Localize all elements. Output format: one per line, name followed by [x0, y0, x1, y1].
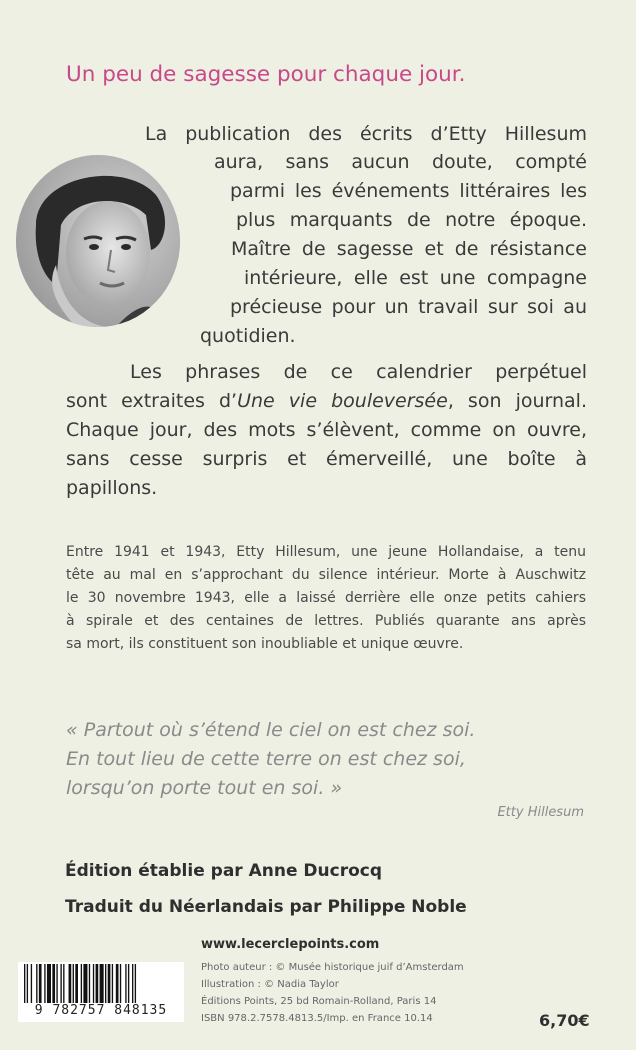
calendar-line: sans cesse surpris et émerveillé, une boîte à: [66, 448, 587, 470]
intro-line: aura, sans aucun doute, compté: [214, 151, 587, 173]
publisher-address: Éditions Points, 25 bd Romain-Rolland, Paris 14: [201, 996, 437, 1007]
quote-line: « Partout où s’étend le ciel on est chez soi.: [66, 719, 476, 741]
intro-line: plus marquants de notre époque.: [236, 209, 587, 231]
illustration-credit: Illustration : © Nadia Taylor: [201, 979, 339, 990]
price: 6,70€: [539, 1011, 590, 1030]
author-portrait: [16, 155, 180, 327]
calendar-line-suffix: , son journal.: [447, 390, 587, 412]
bio-line: tête au mal en s’approchant du silence intérieur. Morte à Auschwitz: [66, 567, 586, 583]
bio-line: Entre 1941 et 1943, Etty Hillesum, une jeune Hollandaise, a tenu: [66, 544, 586, 560]
intro-line: intérieure, elle est une compagne: [244, 267, 587, 289]
bio-line: à spirale et des centaines de lettres. Publiés quarante ans après: [66, 613, 586, 629]
photo-credit: Photo auteur : © Musée historique juif d’Amsterdam: [201, 962, 464, 973]
tagline: Un peu de sagesse pour chaque jour.: [66, 62, 466, 87]
publisher-website: www.lecerclepoints.com: [201, 937, 380, 952]
calendar-line: papillons.: [66, 477, 158, 499]
calendar-line: Les phrases de ce calendrier perpétuel: [130, 361, 587, 383]
translation-credit: Traduit du Néerlandais par Philippe Noble: [65, 897, 467, 917]
calendar-line: [66, 387, 587, 415]
book-title: Une vie bouleversée: [237, 390, 448, 412]
intro-line: précieuse pour un travail sur soi au: [230, 296, 587, 318]
quote-line: lorsqu’on porte tout en soi. »: [66, 777, 343, 799]
bio-line: sa mort, ils constituent son inoubliable et unique œuvre.: [66, 636, 464, 652]
barcode-digits: 9 782757 848135: [18, 1003, 184, 1018]
intro-line: La publication des écrits d’Etty Hillesum: [145, 123, 587, 145]
isbn-line: ISBN 978.2.7578.4813.5/Imp. en France 10.14: [201, 1013, 433, 1024]
quote-author: Etty Hillesum: [497, 805, 584, 820]
calendar-line: Chaque jour, des mots s’élèvent, comme on ouvre,: [66, 419, 587, 441]
intro-line: quotidien.: [200, 325, 296, 347]
barcode-bars: [18, 962, 184, 1006]
edition-credit: Édition établie par Anne Ducrocq: [65, 861, 383, 881]
quote-line: En tout lieu de cette terre on est chez soi,: [66, 748, 466, 770]
bio-line: le 30 novembre 1943, elle a laissé derrière elle onze petits cahiers: [66, 590, 586, 606]
intro-line: parmi les événements littéraires les: [230, 180, 587, 202]
calendar-line-prefix: sont extraites d’: [66, 390, 238, 412]
intro-line: Maître de sagesse et de résistance: [231, 238, 587, 260]
